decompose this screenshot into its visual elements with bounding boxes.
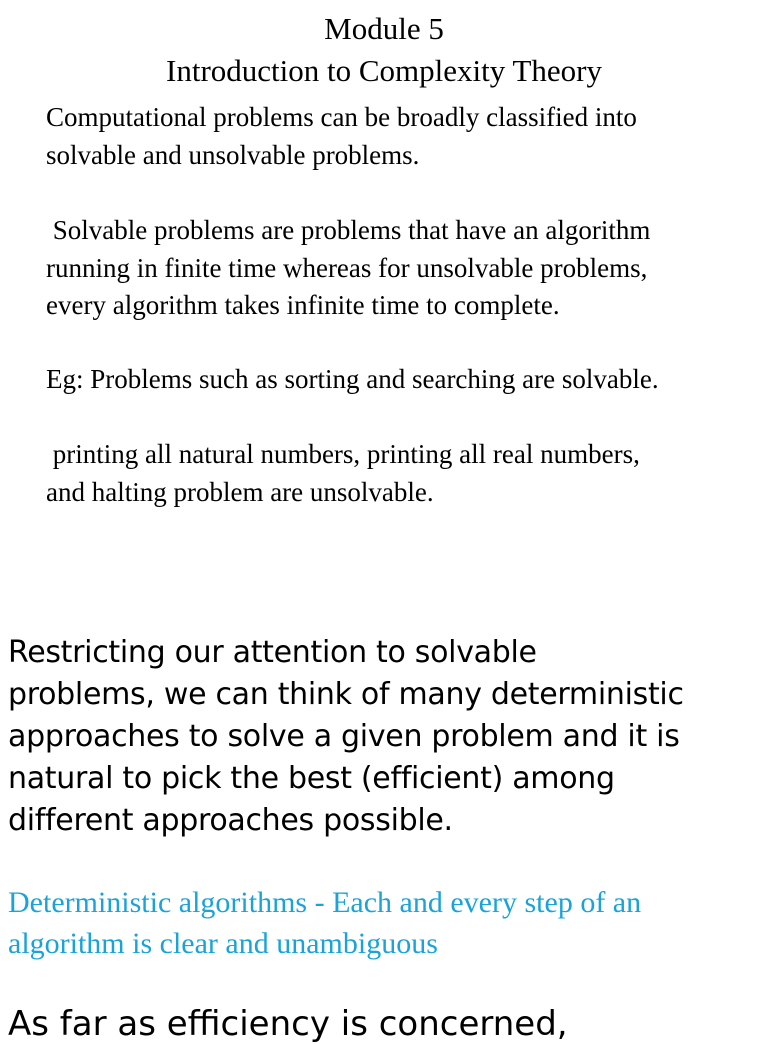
text-line: Deterministic algorithms - Each and every step of an xyxy=(8,886,642,919)
text-line: running in finite time whereas for unsolvable problems, xyxy=(46,252,648,283)
text-line: Computational problems can be broadly classified into xyxy=(46,102,637,132)
paragraph-solvable-definition xyxy=(46,212,761,325)
text-line: printing all natural numbers, printing all real numbers, xyxy=(46,439,640,469)
text-line: different approaches possible. xyxy=(8,803,453,838)
paragraph-deterministic-definition xyxy=(8,882,763,964)
text-line: algorithm is clear and unambiguous xyxy=(8,927,438,960)
text-line: every algorithm takes infinite time to complete. xyxy=(46,290,560,320)
text-line: Restricting our attention to solvable xyxy=(8,635,537,670)
paragraph-efficiency-partial: As far as efficiency is concerned, xyxy=(8,1004,568,1044)
paragraph-restricting-attention xyxy=(8,632,763,842)
text-line: solvable and unsolvable problems. xyxy=(46,139,420,170)
paragraph-classification xyxy=(46,99,761,174)
text-line: and halting problem are unsolvable. xyxy=(46,476,434,507)
paragraph-unsolvable-example xyxy=(46,436,761,511)
text-line: approaches to solve a given problem and it is xyxy=(8,719,680,754)
module-number: Module 5 xyxy=(324,11,444,46)
page-title: Introduction to Complexity Theory xyxy=(166,53,602,88)
text-line: Solvable problems are problems that have an algorithm xyxy=(46,215,651,245)
text-line: natural to pick the best (efficient) among xyxy=(8,761,615,796)
text-line: Eg: Problems such as sorting and searching are solvable. xyxy=(46,364,659,394)
paragraph-solvable-example xyxy=(46,361,761,399)
text-line: problems, we can think of many deterministic xyxy=(8,677,684,712)
